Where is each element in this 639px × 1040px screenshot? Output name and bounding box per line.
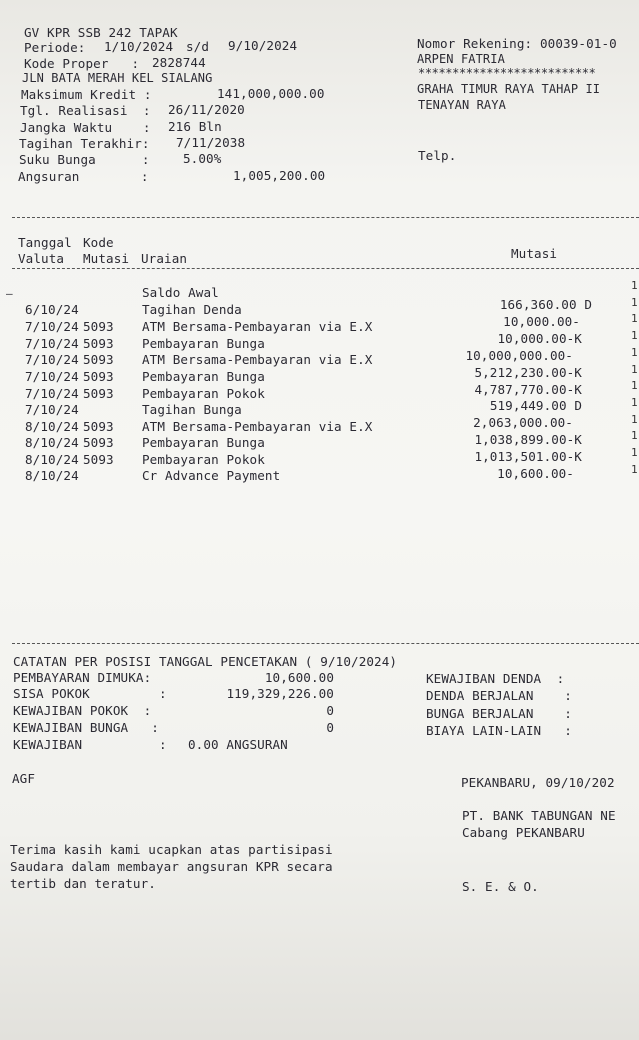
row-desc: Pembayaran Bunga (142, 336, 265, 351)
thanks-line-1: Terima kasih kami ucapkan atas partisipasi (10, 842, 333, 857)
tagihan-terakhir-label: Tagihan Terakhir: (19, 136, 150, 151)
place-date: PEKANBARU, 09/10/202 (461, 775, 615, 790)
kewajiban-bunga-label: KEWAJIBAN BUNGA : (13, 720, 159, 735)
col-mutasi: Mutasi (511, 246, 558, 261)
row-desc: Pembayaran Pokok (142, 452, 265, 467)
row-date: 8/10/24 (25, 435, 79, 450)
cutoff-balance-column: 1 1 1 1 1 1 1 1 1 1 1 1 (631, 279, 638, 476)
max-kredit-value: 141,000,000.00 (217, 86, 325, 101)
row-desc: ATM Bersama-Pembayaran via E.X (142, 352, 373, 367)
dimuka-value: 10,600.00 (264, 670, 334, 685)
divider-top (12, 217, 639, 218)
row-date: 6/10/24 (25, 302, 79, 317)
row-code: 5093 (83, 435, 114, 450)
realisasi-label: Tgl. Realisasi : (20, 103, 151, 118)
row-code: 5093 (83, 369, 114, 384)
row-desc: Saldo Awal (142, 285, 219, 300)
product-name: GV KPR SSB 242 TAPAK (24, 25, 178, 40)
realisasi-value: 26/11/2020 (168, 102, 245, 117)
row-amount: 10,000,000.00- (465, 348, 573, 363)
rekening-value: 00039-01-0 (540, 36, 617, 51)
row-desc: Pembayaran Bunga (142, 435, 265, 450)
row-code: 5093 (83, 336, 114, 351)
col-valuta: Valuta (18, 251, 65, 266)
rekening-label: Nomor Rekening: (417, 36, 533, 51)
col-kode: Kode (83, 235, 114, 250)
account-name: ARPEN FATRIA (417, 52, 505, 66)
dimuka-label: PEMBAYARAN DIMUKA: (13, 670, 152, 685)
bunga-berjalan-label: BUNGA BERJALAN : (426, 706, 572, 721)
jangka-value: 216 Bln (168, 119, 222, 134)
divider-header (12, 268, 639, 269)
account-address-1: GRAHA TIMUR RAYA TAHAP II (417, 82, 601, 96)
row-desc: Pembayaran Bunga (142, 369, 265, 384)
row-amount: 1,038,899.00-K (474, 432, 582, 447)
max-kredit-label: Maksimum Kredit : (21, 87, 152, 102)
row-amount: 1,013,501.00-K (474, 449, 582, 464)
col-tanggal: Tanggal (18, 235, 72, 250)
row-code: 5093 (83, 452, 114, 467)
row-code: 5093 (83, 386, 114, 401)
row-desc: Tagihan Bunga (142, 402, 242, 417)
row-code: 5093 (83, 419, 114, 434)
row-amount: 10,000.00- (503, 314, 580, 329)
suku-bunga-label: Suku Bunga : (19, 152, 150, 167)
row-date: 7/10/24 (25, 402, 79, 417)
row-date: 7/10/24 (25, 369, 79, 384)
angsuran-label: Angsuran : (18, 169, 149, 184)
period-label: Periode: (24, 40, 86, 55)
row-date: 7/10/24 (25, 352, 79, 367)
row-amount: 2,063,000.00- (473, 415, 573, 430)
col-mutasi-code: Mutasi (83, 251, 130, 266)
operator-code: AGF (12, 771, 36, 786)
period-from: 1/10/2024 (104, 39, 174, 54)
thanks-line-2: Saudara dalam membayar angsuran KPR secara (10, 859, 333, 874)
bank-name: PT. BANK TABUNGAN NE (462, 808, 616, 823)
row-amount: 166,360.00 D (499, 297, 592, 312)
suku-bunga-value: 5.00% (183, 151, 222, 166)
row-amount: 10,000.00-K (497, 331, 582, 346)
row-date: 7/10/24 (25, 386, 79, 401)
period-to: 9/10/2024 (228, 38, 298, 53)
row-date: 8/10/24 (25, 419, 79, 434)
account-mask: ************************** (418, 66, 596, 80)
row-desc: Cr Advance Payment (142, 468, 281, 483)
row-amount: 4,787,770.00-K (474, 382, 582, 397)
kode-proper-value: 2828744 (152, 55, 206, 70)
kode-proper-label: Kode Proper : (24, 56, 140, 71)
kewajiban-value: 0.00 ANGSURAN (188, 737, 288, 752)
kewajiban-label: KEWAJIBAN : (13, 737, 167, 752)
row-desc: ATM Bersama-Pembayaran via E.X (142, 319, 373, 334)
row-date: 7/10/24 (25, 319, 79, 334)
tagihan-terakhir-value: 7/11/2038 (176, 135, 246, 150)
row-desc: Pembayaran Pokok (142, 386, 265, 401)
kewajiban-pokok-value: 0 (326, 703, 334, 718)
telp-label: Telp. (418, 148, 457, 163)
row-desc: Tagihan Denda (142, 302, 242, 317)
account-address-2: TENAYAN RAYA (418, 98, 506, 112)
row-code: 5093 (83, 319, 114, 334)
kewajiban-bunga-value: 0 (326, 720, 334, 735)
denda-berjalan-label: DENDA BERJALAN : (426, 688, 572, 703)
bank-branch: Cabang PEKANBARU (462, 825, 585, 840)
period-sep: s/d (186, 39, 210, 54)
row-amount: 519,449.00 D (489, 398, 582, 413)
jangka-label: Jangka Waktu : (20, 120, 151, 135)
customer-address: JLN BATA MERAH KEL SIALANG (22, 71, 213, 85)
thanks-line-3: tertib dan teratur. (10, 876, 156, 891)
divider-summary (12, 643, 639, 644)
kewajiban-pokok-label: KEWAJIBAN POKOK : (13, 703, 152, 718)
col-uraian: Uraian (141, 251, 188, 266)
row-date: 8/10/24 (25, 468, 79, 483)
kewajiban-denda-label: KEWAJIBAN DENDA : (426, 671, 565, 686)
sisa-pokok-value: 119,329,226.00 (226, 686, 334, 701)
row-code: 5093 (83, 352, 114, 367)
angsuran-value: 1,005,200.00 (233, 168, 326, 183)
row-amount: 10,600.00- (497, 466, 574, 481)
sisa-pokok-label: SISA POKOK : (13, 686, 167, 701)
biaya-lain-label: BIAYA LAIN-LAIN : (426, 723, 572, 738)
summary-title: CATATAN PER POSISI TANGGAL PENCETAKAN ( 9/10/2024) (13, 654, 398, 669)
seo-mark: S. E. & O. (462, 879, 539, 894)
row-date: 8/10/24 (25, 452, 79, 467)
row-date: 7/10/24 (25, 336, 79, 351)
row-desc: ATM Bersama-Pembayaran via E.X (142, 419, 373, 434)
dash-mark: – (6, 287, 13, 300)
row-amount: 5,212,230.00-K (474, 365, 582, 380)
